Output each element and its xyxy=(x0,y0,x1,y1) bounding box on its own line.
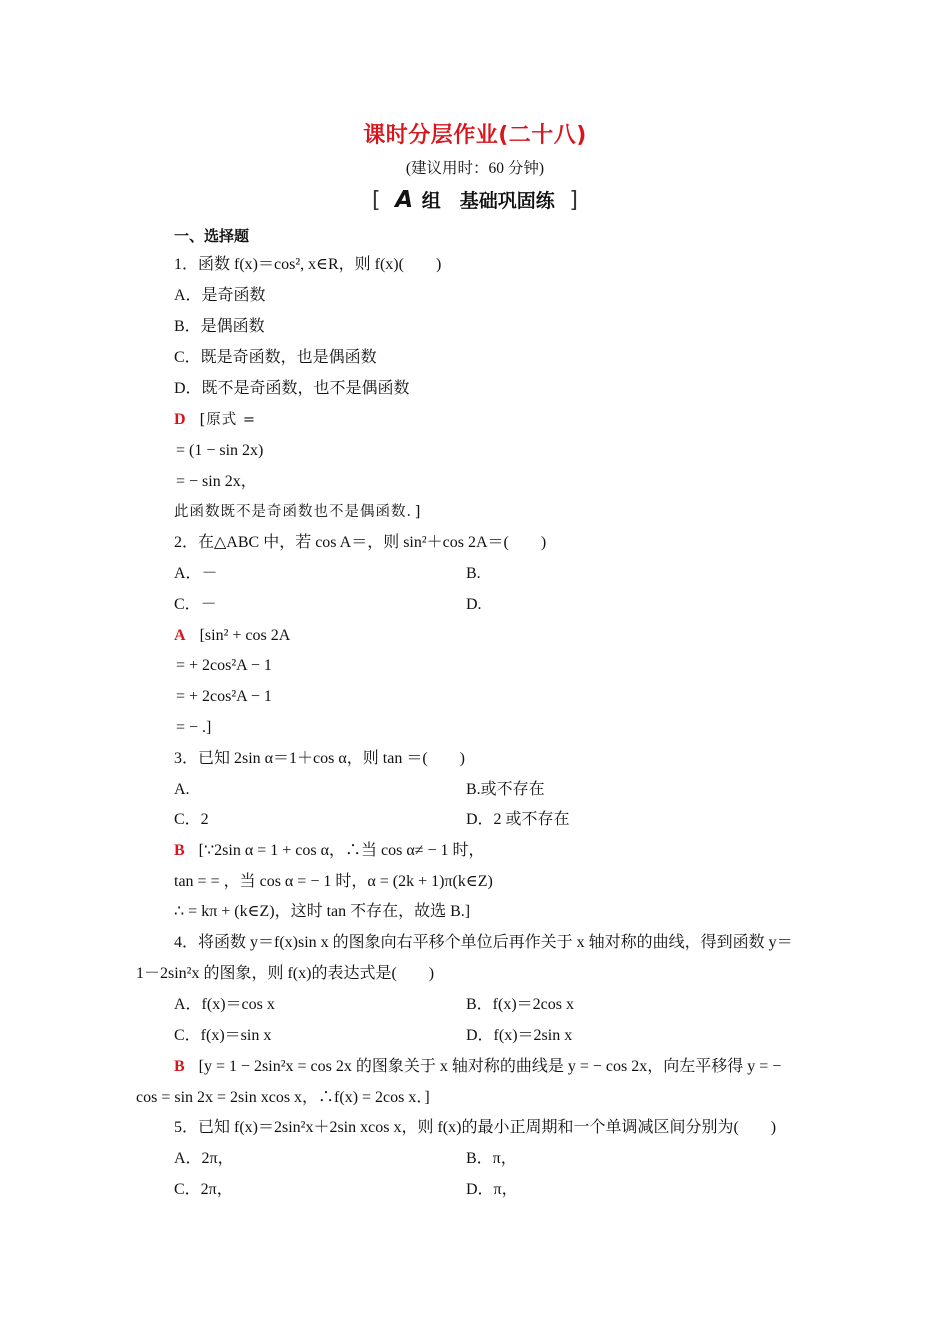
q1-option-b: B．是偶函数 xyxy=(174,318,265,335)
q2-stem: 2．在△ABC 中，若 cos A＝，则 sin²＋cos 2A＝( ) xyxy=(174,534,547,551)
q2-option-d: D. xyxy=(466,596,482,613)
q4-option-b: B．f(x)＝2cos x xyxy=(466,996,574,1013)
q2-solution-line-1: A [sin² + cos 2A xyxy=(174,627,291,644)
page-title: 课时分层作业(二十八) xyxy=(363,123,587,148)
q3-solution-line-3: ∴ = kπ + (k∈Z)，这时 tan 不存在，故选 B.] xyxy=(174,903,471,920)
q3-option-c: C．2 xyxy=(174,811,209,828)
q5-stem: 5．已知 f(x)＝2sin²x＋2sin xcos x，则 f(x)的最小正周期和一个单调减区间分别为( ) xyxy=(174,1119,777,1136)
q2-answer: A xyxy=(174,627,186,644)
q2-solution-line-3: = + 2cos²A − 1 xyxy=(176,688,272,705)
q5-option-a: A．2π， xyxy=(174,1150,234,1167)
q4-solution-line-1: B [y = 1 − 2sin²x = cos 2x 的图象关于 x 轴对称的曲线是 y = − cos 2x，向左平移得 y = − xyxy=(174,1058,782,1075)
q1-solution-line-3: = − sin 2x， xyxy=(176,473,257,490)
q4-solution-line-2: cos = sin 2x = 2sin xcos x，∴f(x) = 2cos x．] xyxy=(136,1089,430,1106)
q5-option-c: C．2π， xyxy=(174,1181,233,1198)
q4-option-c: C．f(x)＝sin x xyxy=(174,1027,272,1044)
q4-option-a: A．f(x)＝cos x xyxy=(174,996,275,1013)
q3-solution-line-2: tan = = ，当 cos α = − 1 时，α = (2k + 1)π(k∈Z) xyxy=(174,873,493,890)
q1-option-a: A．是奇函数 xyxy=(174,287,266,304)
q4-stem-line-2: 1－2sin²x 的图象，则 f(x)的表达式是( ) xyxy=(136,965,435,982)
q1-stem: 1．函数 f(x)＝cos², x∈R，则 f(x)( ) xyxy=(174,256,442,273)
q4-option-d: D．f(x)＝2sin x xyxy=(466,1027,573,1044)
q2-option-c: C．－ xyxy=(174,596,217,613)
q2-option-b: B. xyxy=(466,565,481,582)
q1-solution-line-4: 此函数既不是奇函数也不是偶函数．] xyxy=(174,504,422,520)
q3-option-a: A. xyxy=(174,781,190,798)
section-title: 一、选择题 xyxy=(174,227,250,245)
q1-option-c: C．既是奇函数，也是偶函数 xyxy=(174,349,377,366)
q1-solution-line-1: D [原式 = xyxy=(174,411,256,428)
q1-solution-line-2: = (1 − sin 2x) xyxy=(176,442,264,459)
q2-solution-line-2: = + 2cos²A − 1 xyxy=(176,657,272,674)
page-subtitle: (建议用时：60 分钟) xyxy=(405,160,545,177)
group-heading xyxy=(0,186,950,213)
q3-stem: 3．已知 2sin α＝1＋cos α，则 tan ＝( ) xyxy=(174,750,465,767)
group-label: 组 基础巩固练 xyxy=(421,190,555,212)
group-letter: A xyxy=(395,187,414,213)
q3-option-b: B.或不存在 xyxy=(466,781,545,798)
q4-stem-line-1: 4．将函数 y＝f(x)sin x 的图象向右平移个单位后再作关于 x 轴对称的曲线，得到函数 y＝ xyxy=(174,934,793,951)
q4-answer: B xyxy=(174,1058,185,1075)
q5-option-d: D．π， xyxy=(466,1181,518,1198)
q2-solution-line-4: = − .] xyxy=(176,719,212,736)
q3-answer: B xyxy=(174,842,185,859)
q5-option-b: B．π， xyxy=(466,1150,517,1167)
q1-answer: D xyxy=(174,411,186,428)
group-bracket-right: ] xyxy=(569,188,578,213)
q2-option-a: A．－ xyxy=(174,565,218,582)
group-bracket-left: [ xyxy=(372,188,381,213)
q3-option-d: D．2 或不存在 xyxy=(466,811,570,828)
q3-solution-line-1: B [∵2sin α = 1 + cos α，∴当 cos α≠ − 1 时， xyxy=(174,842,485,859)
q1-option-d: D．既不是奇函数，也不是偶函数 xyxy=(174,380,410,397)
